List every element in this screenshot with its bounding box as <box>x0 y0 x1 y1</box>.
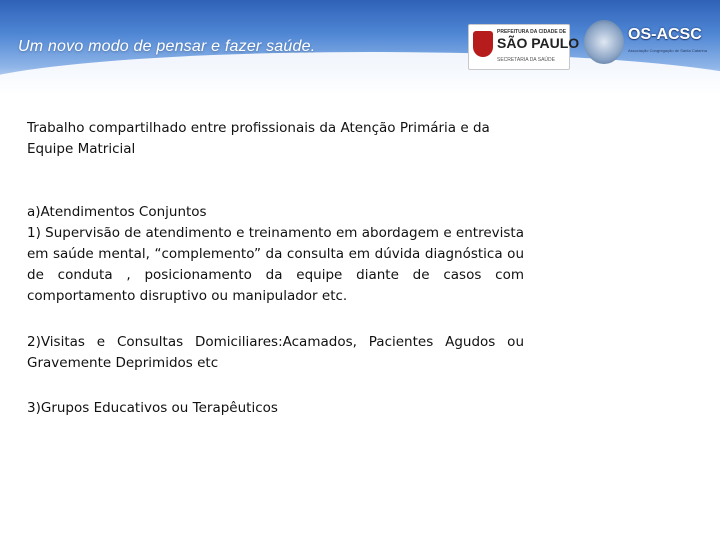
item-1: 1) Supervisão de atendimento e treinamento em abordagem e entrevista em saúde mental, “complemento” da consulta em dúvida diagnóstica ou de conduta , posicionamento da equipe diante de casos com comportamento disruptivo ou manipulador etc. <box>27 225 524 304</box>
sp-logo-subtitle: SECRETARIA DA SAÚDE <box>497 57 555 63</box>
sp-logo-title: SÃO PAULO <box>497 35 580 51</box>
item-a: a)Atendimentos Conjuntos <box>27 204 207 220</box>
item-2: 2)Visitas e Consultas Domiciliares:Acamados, Pacientes Agudos ou Gravemente Deprimidos etc <box>27 334 524 371</box>
os-acsc-logo-title: OS-ACSC <box>628 26 702 43</box>
slide-heading: Trabalho compartilhado entre profissionais da Atenção Primária e da Equipe Matricial <box>27 120 490 157</box>
city-emblem-icon <box>473 31 493 57</box>
section-joint-care <box>27 202 524 307</box>
os-acsc-emblem-icon <box>584 20 624 64</box>
os-acsc-logo-subtitle: Associação Congregação de Santa Catarina <box>628 48 707 53</box>
section-groups <box>27 398 524 419</box>
slide-content <box>27 118 524 416</box>
section-home-visits <box>27 332 524 374</box>
header-banner <box>0 0 720 96</box>
sp-logo-small-text: PREFEITURA DA CIDADE DE <box>497 29 567 35</box>
sao-paulo-logo <box>468 24 580 70</box>
item-3: 3)Grupos Educativos ou Terapêuticos <box>27 400 278 416</box>
header-tagline: Um novo modo de pensar e fazer saúde. <box>18 38 316 55</box>
